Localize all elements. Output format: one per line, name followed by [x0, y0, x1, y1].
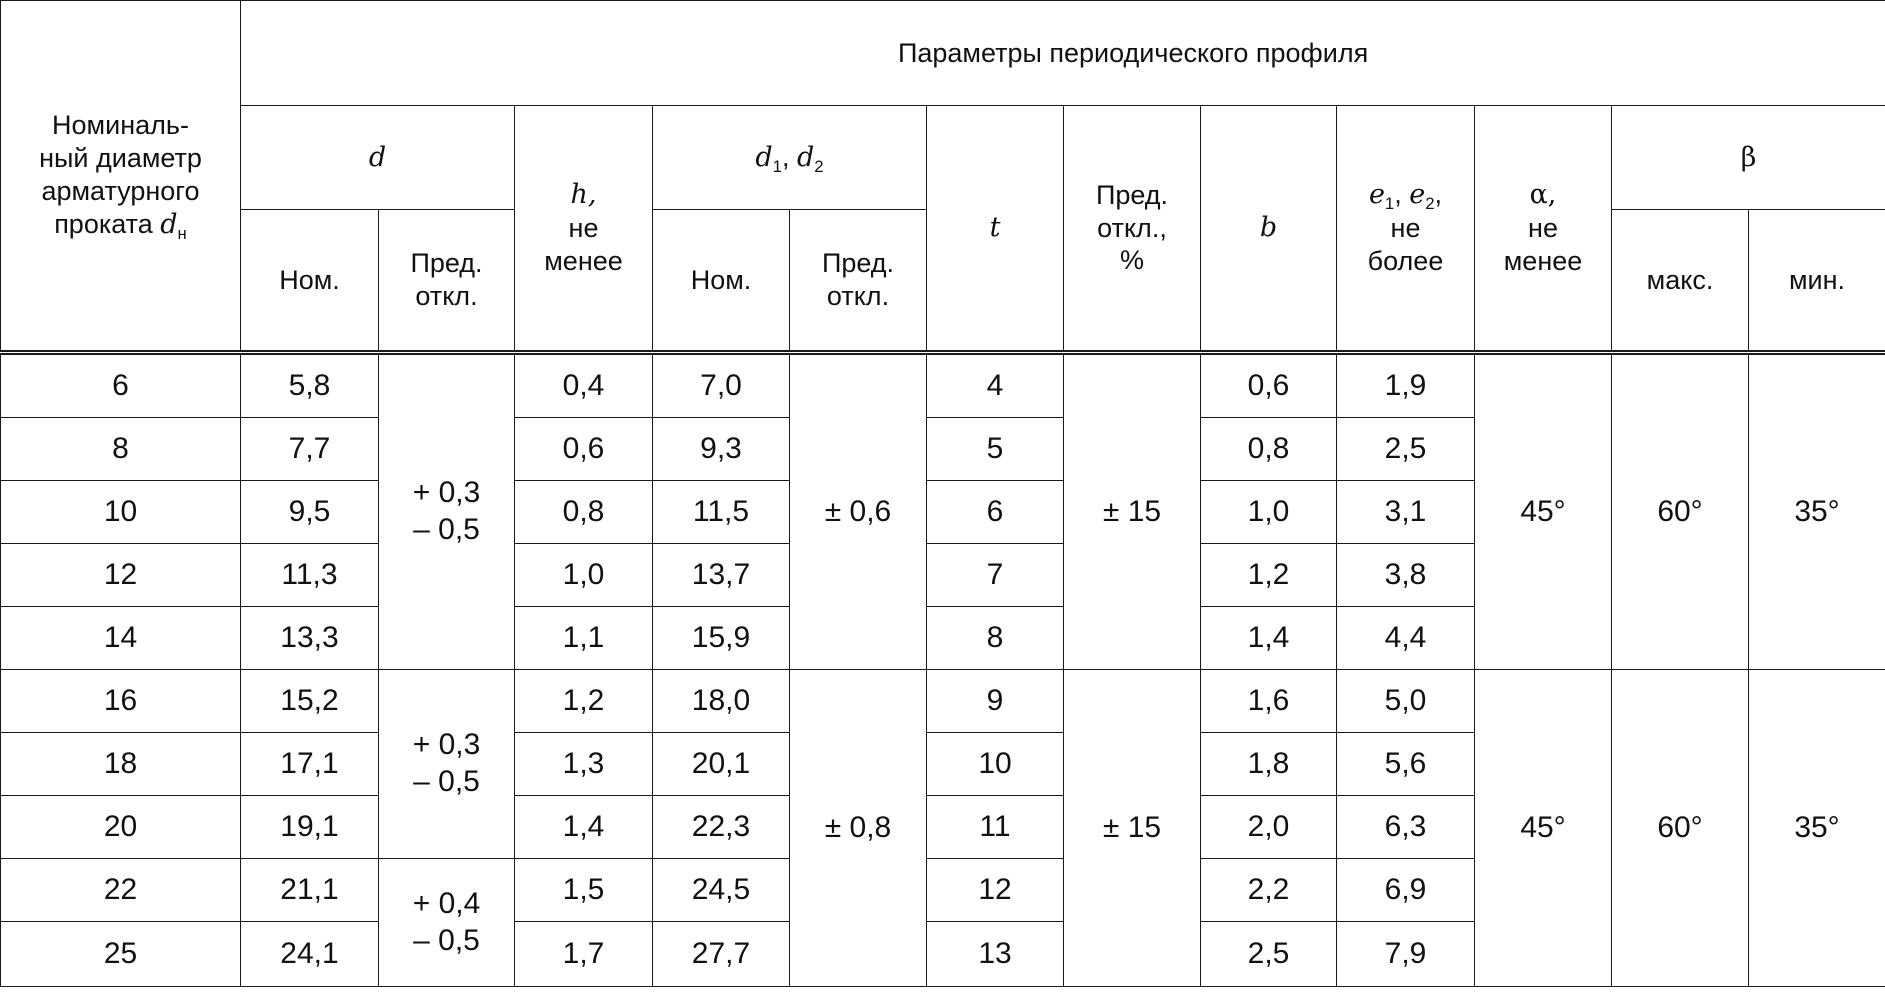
cell-d12-nom: 24,5 — [653, 859, 790, 922]
header-d12-dev: Пред. откл. — [790, 210, 927, 353]
cell-t: 12 — [927, 859, 1064, 922]
cell-b: 0,6 — [1201, 353, 1337, 418]
header-h: h, не менее — [515, 106, 653, 353]
cell-d12-nom: 15,9 — [653, 607, 790, 670]
cell-beta-min: 35° — [1749, 670, 1885, 987]
header-beta-min: мин. — [1749, 210, 1885, 353]
cell-beta-max: 60° — [1612, 670, 1749, 987]
cell-d12-nom: 9,3 — [653, 418, 790, 481]
cell-h: 1,4 — [515, 796, 653, 859]
cell-t-dev: ± 15 — [1064, 670, 1201, 987]
cell-b: 1,0 — [1201, 481, 1337, 544]
cell-d-nom: 13,3 — [241, 607, 379, 670]
header-t-deviation: Пред. откл., % — [1064, 106, 1201, 353]
cell-d-nom: 5,8 — [241, 353, 379, 418]
cell-d-nom: 7,7 — [241, 418, 379, 481]
cell-h: 1,5 — [515, 859, 653, 922]
cell-d12-nom: 7,0 — [653, 353, 790, 418]
cell-h: 1,2 — [515, 670, 653, 733]
cell-b: 1,2 — [1201, 544, 1337, 607]
cell-e: 5,6 — [1337, 733, 1475, 796]
cell-e: 6,3 — [1337, 796, 1475, 859]
cell-beta-max: 60° — [1612, 353, 1749, 670]
cell-b: 1,4 — [1201, 607, 1337, 670]
table-row — [1, 670, 1885, 733]
header-d: d — [241, 106, 515, 210]
cell-d12-nom: 13,7 — [653, 544, 790, 607]
cell-e: 7,9 — [1337, 922, 1475, 987]
cell-b: 2,5 — [1201, 922, 1337, 987]
cell-d12-nom: 20,1 — [653, 733, 790, 796]
cell-t: 5 — [927, 418, 1064, 481]
cell-e: 5,0 — [1337, 670, 1475, 733]
cell-b: 1,8 — [1201, 733, 1337, 796]
cell-d12-nom: 22,3 — [653, 796, 790, 859]
header-alpha: α, не менее — [1475, 106, 1612, 353]
cell-e: 2,5 — [1337, 418, 1475, 481]
cell-dn: 12 — [1, 544, 241, 607]
header-profile-parameters: Параметры периодического профиля — [241, 1, 1885, 106]
cell-b: 0,8 — [1201, 418, 1337, 481]
cell-t: 11 — [927, 796, 1064, 859]
cell-t: 7 — [927, 544, 1064, 607]
cell-dn: 8 — [1, 418, 241, 481]
cell-d-nom: 17,1 — [241, 733, 379, 796]
cell-alpha: 45° — [1475, 353, 1612, 670]
cell-dn: 16 — [1, 670, 241, 733]
cell-d12-nom: 27,7 — [653, 922, 790, 987]
cell-d-nom: 21,1 — [241, 859, 379, 922]
cell-d-dev: + 0,4 – 0,5 — [379, 859, 515, 987]
header-d-dev: Пред. откл. — [379, 210, 515, 353]
cell-d-dev: + 0,3 – 0,5 — [379, 670, 515, 859]
cell-t: 13 — [927, 922, 1064, 987]
cell-e: 3,8 — [1337, 544, 1475, 607]
cell-h: 1,7 — [515, 922, 653, 987]
cell-dn: 25 — [1, 922, 241, 987]
cell-dn: 18 — [1, 733, 241, 796]
cell-e: 1,9 — [1337, 353, 1475, 418]
cell-d-nom: 15,2 — [241, 670, 379, 733]
cell-t: 4 — [927, 353, 1064, 418]
cell-d12-nom: 11,5 — [653, 481, 790, 544]
header-d-nom: Ном. — [241, 210, 379, 353]
header-d12-nom: Ном. — [653, 210, 790, 353]
cell-b: 1,6 — [1201, 670, 1337, 733]
cell-e: 3,1 — [1337, 481, 1475, 544]
cell-d-nom: 24,1 — [241, 922, 379, 987]
cell-b: 2,0 — [1201, 796, 1337, 859]
cell-h: 1,1 — [515, 607, 653, 670]
cell-d-nom: 9,5 — [241, 481, 379, 544]
header-t: t — [927, 106, 1064, 353]
cell-t-dev: ± 15 — [1064, 353, 1201, 670]
cell-d-dev: + 0,3 – 0,5 — [379, 353, 515, 670]
header-beta-max: макс. — [1612, 210, 1749, 353]
cell-h: 1,0 — [515, 544, 653, 607]
cell-t: 10 — [927, 733, 1064, 796]
cell-e: 4,4 — [1337, 607, 1475, 670]
cell-h: 1,3 — [515, 733, 653, 796]
cell-b: 2,2 — [1201, 859, 1337, 922]
cell-d12-dev: ± 0,6 — [790, 353, 927, 670]
header-nominal-diameter: Номиналь- ный диаметр арматурного проката $d_н$ — [1, 1, 241, 353]
cell-dn: 20 — [1, 796, 241, 859]
header-b: b — [1201, 106, 1337, 353]
cell-t: 6 — [927, 481, 1064, 544]
cell-dn: 22 — [1, 859, 241, 922]
header-e1-e2: $e_1$, $e_2$, не более — [1337, 106, 1475, 353]
cell-dn: 6 — [1, 353, 241, 418]
cell-beta-min: 35° — [1749, 353, 1885, 670]
table-row — [1, 353, 1885, 418]
cell-h: 0,6 — [515, 418, 653, 481]
cell-h: 0,8 — [515, 481, 653, 544]
cell-d-nom: 11,3 — [241, 544, 379, 607]
cell-d-nom: 19,1 — [241, 796, 379, 859]
cell-h: 0,4 — [515, 353, 653, 418]
cell-t: 8 — [927, 607, 1064, 670]
cell-t: 9 — [927, 670, 1064, 733]
cell-alpha: 45° — [1475, 670, 1612, 987]
header-d1-d2: $d_1$, $d_2$ — [653, 106, 927, 210]
header-beta: β — [1612, 106, 1885, 210]
cell-dn: 14 — [1, 607, 241, 670]
cell-e: 6,9 — [1337, 859, 1475, 922]
cell-dn: 10 — [1, 481, 241, 544]
cell-d12-dev: ± 0,8 — [790, 670, 927, 987]
cell-d12-nom: 18,0 — [653, 670, 790, 733]
